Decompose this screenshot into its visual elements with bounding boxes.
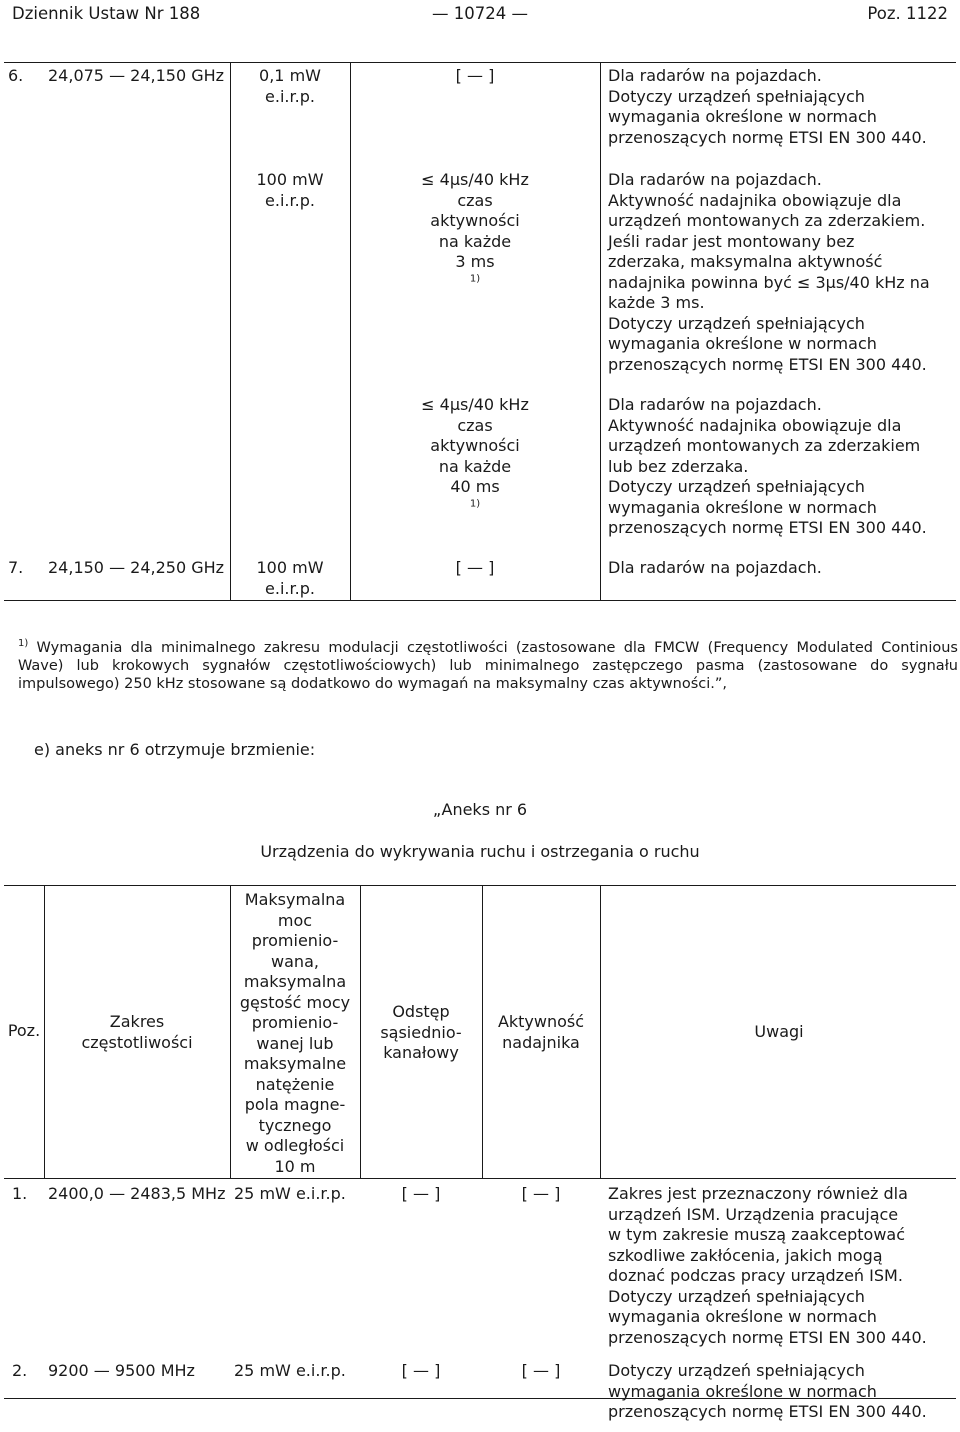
footnote: $^{1)}$ Wymagania dla minimalnego zakresu modulacji częstotliwości (zastosowane dla FMCW (Frequency Modulated Continious Wave) lub krokowych sygnałów częstotliwościowych) lub minimalnego zastępczego pasma (zastosowane do sygnału impulsowego) 250 kHz stosowane są dodatkowo do wymagań na maksymalny czas aktywności.”, xyxy=(18,638,958,692)
power-value: 0,1 mW e.i.r.p. xyxy=(259,66,321,106)
header-power: Maksymalna moc promienio- wana, maksymalna gęstość mocy promienio- wanej lub maksymalne natężenie pola magne- tycznego w odległości 10 m xyxy=(239,890,351,1176)
col-divider xyxy=(600,62,601,600)
paragraph-e: e) aneks nr 6 otrzymuje brzmienie: xyxy=(34,740,316,759)
col-divider xyxy=(482,885,483,1178)
page-header xyxy=(12,4,948,28)
row-number: 1. xyxy=(12,1184,28,1203)
power-value: 100 mW e.i.r.p. xyxy=(256,170,324,210)
remarks: Dotyczy urządzeń spełniających wymagania określone w normach przenoszących normę ETSI EN 300 440. xyxy=(608,1361,927,1421)
power-value: 25 mW e.i.r.p. xyxy=(234,1184,346,1203)
activity-value: [ — ] xyxy=(521,1361,561,1380)
col-divider xyxy=(600,885,601,1178)
row-number: 6. xyxy=(8,66,24,85)
header-range: Zakres częstotliwości xyxy=(81,1012,193,1052)
frequency-range: 24,150 — 24,250 GHz xyxy=(48,558,225,577)
footnote-marker: 1) xyxy=(18,638,29,650)
activity-value: [ — ] xyxy=(455,66,495,85)
frequency-range: 24,075 — 24,150 GHz xyxy=(48,66,225,85)
remarks: Zakres jest przeznaczony również dla urządzeń ISM. Urządzenia pracujące w tym zakresie muszą zaakceptować szkodliwe zakłócenia, jakich mogą doznać podczas pracy urządzeń ISM. Dotyczy urządzeń spełniających wymagania określone w normach przenoszących normę ETSI EN 300 440. xyxy=(608,1184,927,1347)
remarks: Dla radarów na pojazdach. Aktywność nadajnika obowiązuje dla urządzeń montowanych za zderzakiem. Jeśli radar jest montowany bez zderzaka, maksymalna aktywność nadajnika powinna być ≤ 3μs/40 kHz na każde 3 ms. Dotyczy urządzeń spełniających wymagania określone w normach przenoszących normę ETSI EN 300 440. xyxy=(608,170,930,374)
col-divider xyxy=(350,62,351,600)
header-activity: Aktywność nadajnika xyxy=(497,1012,585,1052)
remarks: Dla radarów na pojazdach. Aktywność nadajnika obowiązuje dla urządzeń montowanych za zderzakiem lub bez zderzaka. Dotyczy urządzeń spełniających wymagania określone w normach przenoszących normę ETSI EN 300 440. xyxy=(608,395,927,537)
header-spacing: Odstęp sąsiednio- kanałowy xyxy=(380,1002,462,1062)
spacing-value: [ — ] xyxy=(401,1361,441,1380)
header-no: Poz. xyxy=(7,1021,41,1040)
journal-title: Dziennik Ustaw Nr 188 xyxy=(12,4,201,23)
table-bottom-border xyxy=(4,600,956,601)
position-number: Poz. 1122 xyxy=(867,4,948,23)
frequency-range: 2400,0 — 2483,5 MHz xyxy=(48,1184,226,1203)
power-value: 100 mW e.i.r.p. xyxy=(256,558,324,598)
spacing-value: [ — ] xyxy=(401,1184,441,1203)
col-divider xyxy=(230,885,231,1178)
remarks: Dla radarów na pojazdach. Dotyczy urządzeń spełniających wymagania określone w normach przenoszących normę ETSI EN 300 440. xyxy=(608,66,927,147)
activity-value: ≤ 4μs/40 kHz czas aktywności na każde 3 ms $^{1)}$ xyxy=(421,170,529,285)
table-top-border xyxy=(4,62,956,63)
col-divider xyxy=(44,885,45,1178)
row-number: 2. xyxy=(12,1361,28,1380)
header-separator xyxy=(4,1178,956,1179)
activity-value: [ — ] xyxy=(521,1184,561,1203)
remarks: Dla radarów na pojazdach. xyxy=(608,558,822,577)
activity-value: [ — ] xyxy=(455,558,495,577)
page-number: — 10724 — xyxy=(432,4,528,23)
annex-title: „Aneks nr 6 xyxy=(432,800,528,819)
annex-subtitle: Urządzenia do wykrywania ruchu i ostrzegania o ruchu xyxy=(260,842,700,861)
header-remarks: Uwagi xyxy=(754,1022,804,1041)
frequency-range: 9200 — 9500 MHz xyxy=(48,1361,195,1380)
table-top-border xyxy=(4,885,956,886)
col-divider xyxy=(230,62,231,600)
power-value: 25 mW e.i.r.p. xyxy=(234,1361,346,1380)
activity-value: ≤ 4μs/40 kHz czas aktywności na każde 40 ms $^{1)}$ xyxy=(421,395,529,510)
row-number: 7. xyxy=(8,558,24,577)
col-divider xyxy=(360,885,361,1178)
